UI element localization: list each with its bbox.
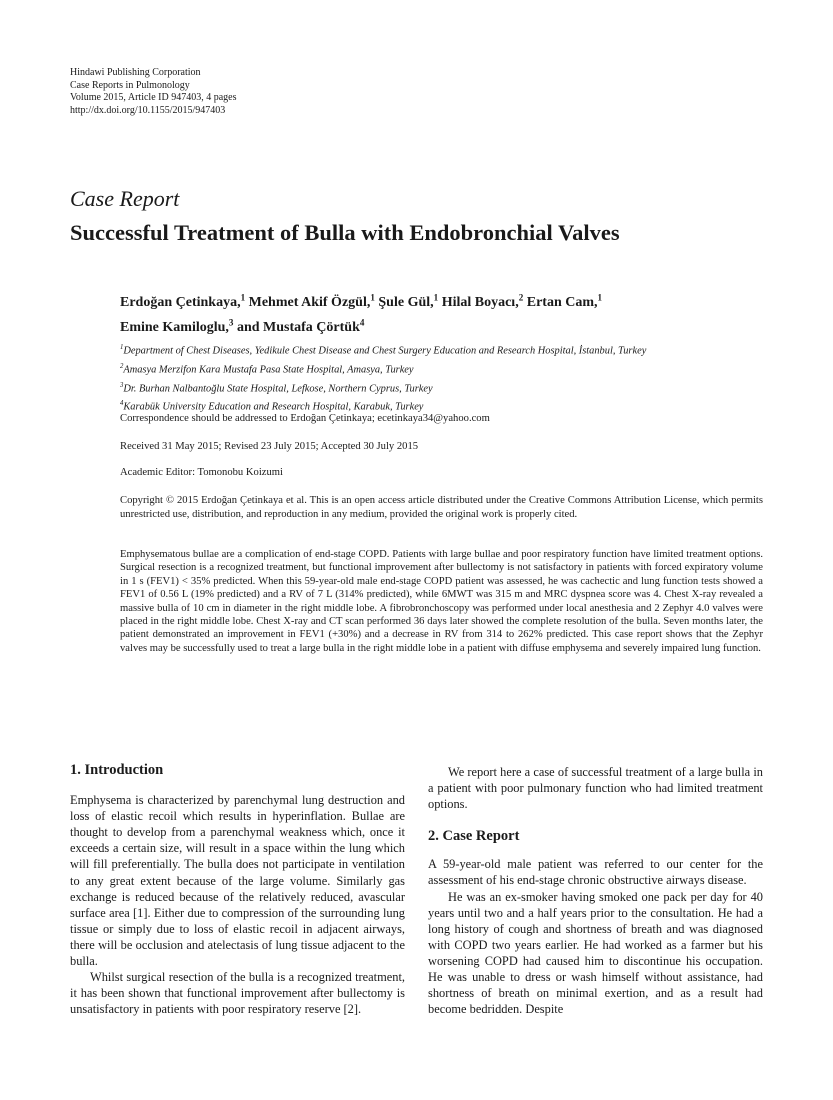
left-column (70, 762, 405, 1017)
affiliation: $^2$Amasya Merzifon Kara Mustafa Pasa State Hospital, Amasya, Turkey (120, 362, 414, 376)
section-heading: 1. Introduction (70, 762, 164, 778)
paragraph: He was an ex-smoker having smoked one pack per day for 40 years until two and a half years prior to the consultation. He had a long history of cough and shortness of breath and was diagnosed with COPD two years earlier. He had worked as a farmer but his worsening COPD had caused him to discontinue his occupation. He was unable to dress or wash himself without assistance, had shortness of breath on minimal exertion, and as a result had become bedridden. Despite (428, 889, 763, 1017)
volume-info: Volume 2015, Article ID 947403, 4 pages (70, 92, 237, 103)
author: and Mustafa Çörtük$^4$ (236, 317, 365, 336)
affiliation: $^3$Dr. Burhan Nalbantoğlu State Hospital, Lefkose, Northern Cyprus, Turkey (120, 381, 433, 394)
publisher: Hindawi Publishing Corporation (70, 67, 201, 78)
paragraph: A 59-year-old male patient was referred to our center for the assessment of his end-stage chronic obstructive airways disease. (428, 857, 763, 888)
section-heading: 2. Case Report (428, 828, 520, 845)
abstract: Emphysematous bullae are a complication of end-stage COPD. Patients with large bullae and poor respiratory function have limited treatment options. Surgical resection is a recognized treatment, but functional improvement after bullectomy is not satisfactory in patients with forced expiratory volume in 1 s (FEV1) < 35% predicted. When this 59-year-old male end-stage COPD patient was assessed, he was cachectic and lung function tests showed a FEV1 of 0.56 L (19% predicted) and a RV of 7 L (314% predicted), while 6MWT was 315 m and MRC dyspnea score was 4. Chest X-ray revealed a massive bulla of 10 cm in diameter in the right middle lobe. A fibrobronchoscopy was performed under local anesthesia and 2 Zephyr 4.0 valves were placed in the right middle lobe. Chest X-ray and CT scan performed 36 days later showed the complete resolution of the bulla. Seven months later, the patient demonstrated an improvement in FEV1 (+30%) and a decrease in RV from 314 to 262% predicted. This case report shows that the Zephyr valves may be successfully used to treat a large bulla in the right middle lobe in a patient with diffuse emphysema and severely impaired lung function. (120, 549, 763, 654)
paragraph: Whilst surgical resection of the bulla is a recognized treatment, it has been shown that functional improvement after bullectomy is unsatisfactory in patients with poor respiratory reserve [2]. (70, 970, 405, 1017)
affiliations (120, 340, 770, 415)
journal-header (70, 67, 236, 117)
author: Hilal Boyacı,$^2$ (441, 292, 524, 310)
author: Şule Gül,$^1$ (378, 292, 439, 310)
copyright: Copyright © 2015 Erdoğan Çetinkaya et al. This is an open access article distributed under the Creative Commons Attribution License, which permits unrestricted use, distribution, and reproduction in any medium, provided the original work is properly cited. (120, 495, 763, 520)
paper-title: Successful Treatment of Bulla with Endobronchial Valves (70, 220, 620, 245)
doi-link[interactable]: http://dx.doi.org/10.1155/2015/947403 (70, 104, 226, 116)
right-column (428, 764, 763, 1017)
academic-editor: Academic Editor: Tomonobu Koizumi (120, 467, 283, 478)
journal-name: Case Reports in Pulmonology (70, 79, 190, 91)
article-type: Case Report (70, 186, 180, 211)
affiliation: $^1$Department of Chest Diseases, Yedikule Chest Disease and Chest Surgery Education and Research Hospital, İstanbul, Turkey (120, 344, 647, 357)
paragraph: Emphysema is characterized by parenchymal lung destruction and loss of elastic recoil which results in hyperinflation. Bullae are thought to develop from a parenchymal weakness which, once it exceeds a certain size, will result in a space within the lung which will fill preferentially. The bulla does not participate in ventilation to any great extent because of the large volume. Similarly gas exchange is reduced because of the relatively reduced, avascular surface area [1]. Either due to compression of the surrounding lung tissue or simply due to loss of elastic recoil in adjacent airways, there will be occlusion and atelectasis of lung tissue adjacent to the bulla. (70, 793, 405, 969)
affiliation: $^4$Karabük University Education and Research Hospital, Karabuk, Turkey (120, 400, 424, 413)
correspondence: Correspondence should be addressed to Erdoğan Çetinkaya; ecetinkaya34@yahoo.com (120, 413, 490, 424)
author: Mehmet Akif Özgül,$^1$ (248, 292, 375, 310)
paragraph: We report here a case of successful treatment of a large bulla in a patient with poor pulmonary function who had limited treatment options. (428, 765, 763, 812)
author: Emine Kamiloglu,$^3$ (120, 317, 234, 336)
author: Erdoğan Çetinkaya,$^1$ (120, 292, 246, 310)
author-list (120, 287, 770, 338)
dates: Received 31 May 2015; Revised 23 July 2015; Accepted 30 July 2015 (120, 441, 419, 452)
author: Ertan Cam,$^1$ (526, 292, 603, 310)
